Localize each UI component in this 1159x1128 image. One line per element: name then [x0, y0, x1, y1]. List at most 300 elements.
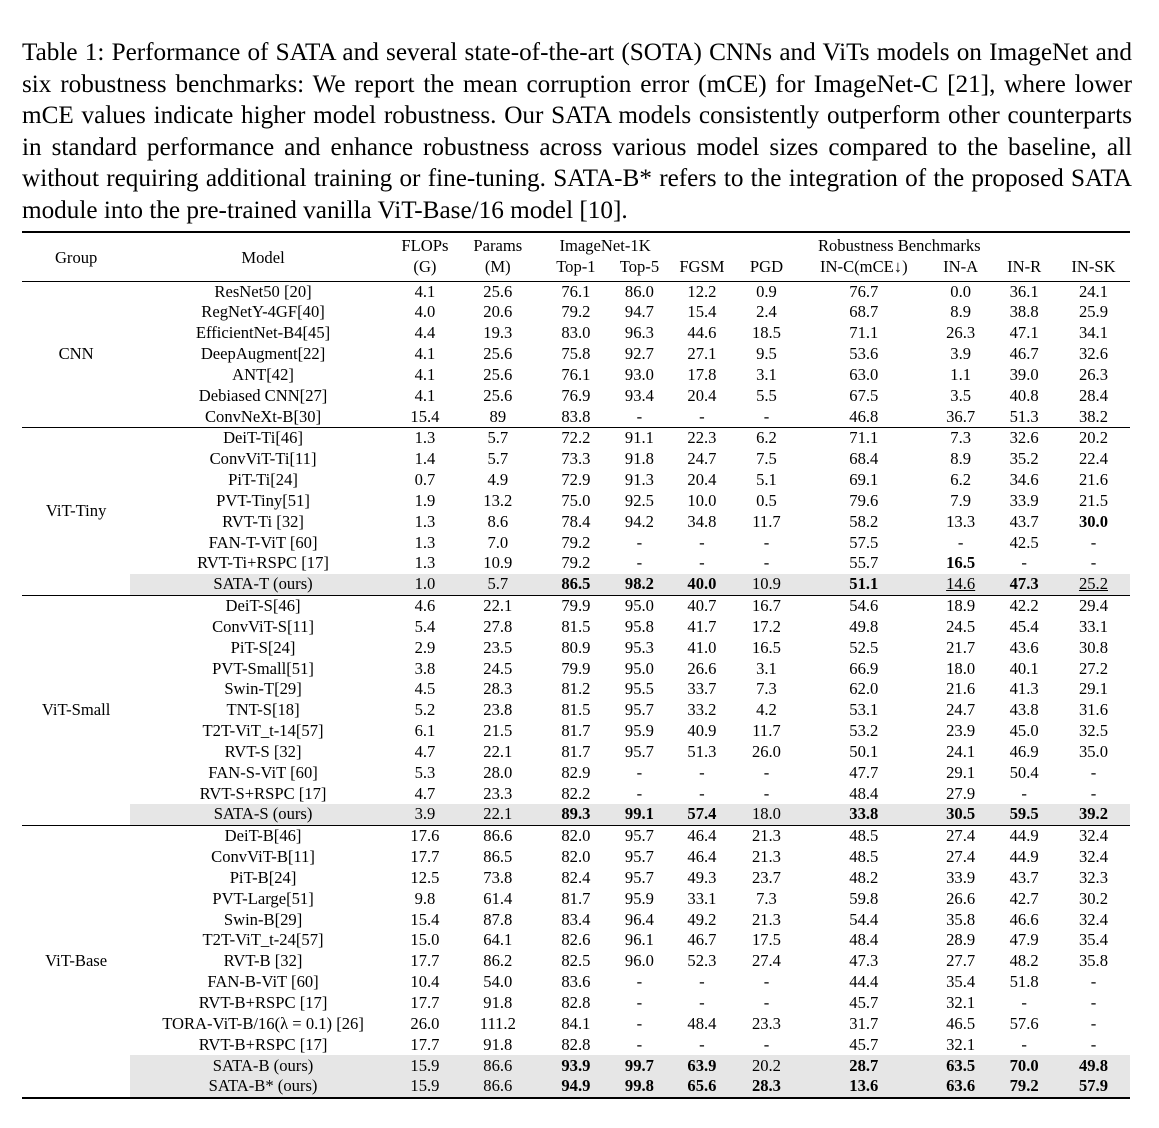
cell-flops: 4.1: [396, 281, 454, 302]
cell-inr: -: [1021, 992, 1027, 1012]
cell-insk: 21.6: [1078, 470, 1108, 490]
cell-ina: 32.1: [946, 1034, 976, 1054]
cell-inc: 47.7: [849, 762, 879, 782]
cell-insk: 32.6: [1078, 344, 1108, 364]
cell-params: 73.8: [483, 867, 513, 887]
cell-params: 22.1: [483, 741, 513, 761]
cell-inc: 53.2: [849, 721, 879, 741]
cell-fgsm: 17.8: [687, 364, 717, 384]
table-row: [22, 512, 1130, 533]
cell-insk: -: [1090, 532, 1097, 552]
cell-params: 22.1: [454, 804, 541, 825]
cell-fgsm: 40.0: [669, 574, 736, 595]
cell-params: 27.8: [483, 616, 513, 636]
cell-fgsm: 33.1: [687, 888, 717, 908]
cell-params: 86.6: [454, 826, 541, 847]
cell-pgd: 11.7: [752, 721, 781, 741]
cell-fgsm: 26.6: [687, 658, 717, 678]
cell-params: 111.2: [479, 1013, 516, 1033]
cell-inr: 42.2: [991, 596, 1057, 617]
cell-ina: 36.7: [946, 406, 976, 426]
cell-fgsm: 40.9: [687, 721, 717, 741]
cell-ina: 27.4: [930, 826, 991, 847]
cell-top1: 86.5: [542, 574, 611, 595]
cell-inr: 42.7: [1009, 888, 1039, 908]
model-name: FAN-S-ViT [60]: [208, 762, 318, 782]
cell-flops: 4.4: [414, 323, 436, 343]
cell-ina: 0.0: [930, 281, 991, 302]
cell-inr: 45.0: [1009, 721, 1039, 741]
cell-pgd: 11.7: [752, 511, 781, 531]
table-row: [22, 742, 1130, 763]
cell-pgd: 16.7: [735, 596, 797, 617]
cell-params: 25.6: [454, 281, 541, 302]
cell-inr: 46.6: [1009, 909, 1039, 929]
cell-inr: -: [1021, 553, 1027, 573]
cell-fgsm: 20.4: [687, 385, 717, 405]
cell-flops: 17.6: [396, 826, 454, 847]
cell-flops: 2.9: [414, 637, 436, 657]
cell-ina: -: [957, 532, 964, 552]
cell-fgsm: 41.0: [687, 637, 717, 657]
cell-top1: 83.6: [561, 972, 591, 992]
header-ina: IN-A: [943, 256, 979, 276]
cell-pgd: 3.1: [756, 658, 777, 678]
cell-insk: 32.5: [1078, 721, 1108, 741]
header-pgd: PGD: [749, 256, 784, 276]
table-row: [22, 1014, 1130, 1035]
cell-top5: 93.0: [624, 364, 654, 384]
cell-ina: 63.6: [930, 1076, 991, 1098]
cell-top5: -: [636, 992, 643, 1012]
table-body: [22, 281, 1130, 1098]
cell-params: 25.6: [483, 364, 513, 384]
cell-flops: 4.1: [414, 364, 436, 384]
cell-params: 5.7: [487, 449, 509, 469]
cell-ina: 24.5: [946, 616, 976, 636]
cell-insk: 30.2: [1078, 888, 1108, 908]
cell-top5: -: [636, 783, 643, 803]
cell-inr: 40.1: [1009, 658, 1039, 678]
cell-top1: 82.4: [561, 867, 591, 887]
cell-top1: 82.2: [561, 783, 591, 803]
cell-insk: 29.1: [1078, 679, 1108, 699]
cell-fgsm: -: [699, 532, 705, 552]
cell-pgd: 23.7: [751, 867, 781, 887]
group-label: CNN: [22, 281, 130, 428]
cell-insk: 20.2: [1057, 428, 1130, 449]
cell-inr: 32.6: [991, 428, 1057, 449]
cell-fgsm: -: [699, 783, 705, 803]
cell-flops: 26.0: [410, 1013, 440, 1033]
cell-params: 89: [489, 406, 507, 426]
cell-fgsm: 48.4: [687, 1013, 717, 1033]
cell-inc: 49.8: [849, 616, 879, 636]
cell-top1: 75.8: [561, 344, 591, 364]
cell-pgd: 7.5: [756, 449, 777, 469]
header-params: Params: [454, 232, 541, 257]
cell-params: 13.2: [483, 490, 513, 510]
cell-params: 8.6: [487, 511, 509, 531]
cell-params: 23.5: [483, 637, 513, 657]
cell-flops: 17.7: [410, 847, 440, 867]
cell-insk: -: [1090, 1034, 1097, 1054]
cell-fgsm: -: [699, 762, 705, 782]
cell-ina: 7.9: [950, 490, 972, 510]
cell-fgsm: -: [699, 1034, 705, 1054]
cell-top1: 93.9: [542, 1055, 611, 1076]
cell-insk: 28.4: [1078, 385, 1108, 405]
cell-pgd: -: [763, 1034, 770, 1054]
cell-inr: 47.9: [1009, 930, 1039, 950]
table-row: [22, 700, 1130, 721]
cell-ina: 13.3: [946, 511, 976, 531]
cell-inc: 45.7: [849, 992, 879, 1012]
cell-params: 61.4: [483, 888, 513, 908]
cell-flops: 3.9: [396, 804, 454, 825]
cell-inc: 54.6: [798, 596, 930, 617]
cell-flops: 4.5: [414, 679, 436, 699]
cell-params: 91.8: [483, 992, 513, 1012]
cell-ina: 7.3: [930, 428, 991, 449]
cell-top5: 95.3: [624, 637, 654, 657]
cell-params: 28.0: [483, 762, 513, 782]
cell-flops: 10.4: [410, 972, 440, 992]
cell-pgd: 17.5: [751, 930, 781, 950]
cell-top1: 82.8: [561, 992, 591, 1012]
cell-top1: 82.0: [561, 847, 591, 867]
cell-inc: 67.5: [849, 385, 879, 405]
cell-params: 24.5: [483, 658, 513, 678]
cell-pgd: 3.1: [756, 364, 777, 384]
cell-params: 10.9: [483, 553, 513, 573]
cell-ina: 3.5: [950, 385, 972, 405]
cell-inr: 48.2: [1009, 951, 1039, 971]
cell-fgsm: 33.2: [687, 700, 717, 720]
table-row: [22, 910, 1130, 931]
cell-flops: 1.4: [414, 449, 436, 469]
cell-ina: 24.1: [946, 741, 976, 761]
cell-top5: 95.8: [624, 616, 654, 636]
cell-insk: 30.8: [1078, 637, 1108, 657]
cell-ina: 8.9: [950, 302, 972, 322]
cell-fgsm: 34.8: [687, 511, 717, 531]
cell-flops: 15.9: [396, 1076, 454, 1098]
cell-fgsm: 33.7: [687, 679, 717, 699]
group-label: ViT-Base: [22, 826, 130, 1098]
cell-ina: 21.7: [946, 637, 976, 657]
cell-top5: 91.8: [624, 449, 654, 469]
table-row-ours: [22, 804, 1130, 825]
cell-top1: 82.9: [561, 762, 591, 782]
table-row: [22, 826, 1130, 847]
header-insk: IN-SK: [1071, 256, 1116, 276]
cell-inc: 48.2: [849, 867, 879, 887]
cell-ina: 27.4: [946, 847, 976, 867]
cell-params: 86.6: [454, 1076, 541, 1098]
cell-insk: 32.4: [1078, 847, 1108, 867]
cell-inc: 31.7: [849, 1013, 879, 1033]
model-name: ConvViT-Ti[11]: [209, 449, 317, 469]
model-name: DeiT-Ti[46]: [130, 428, 396, 449]
cell-pgd: -: [763, 992, 770, 1012]
cell-ina: 21.6: [946, 679, 976, 699]
cell-ina: 27.9: [946, 783, 976, 803]
cell-inc: 28.7: [798, 1055, 930, 1076]
cell-pgd: -: [763, 972, 770, 992]
header-flops-unit: (G): [413, 256, 437, 276]
cell-top5: 99.7: [610, 1055, 668, 1076]
cell-flops: 15.4: [410, 406, 440, 426]
model-name: ConvViT-S[11]: [212, 616, 315, 636]
cell-top1: 76.9: [561, 385, 591, 405]
model-name: DeepAugment[22]: [200, 344, 326, 364]
model-name: PVT-Large[51]: [212, 888, 314, 908]
cell-params: 7.0: [487, 532, 509, 552]
model-name: DeiT-S[46]: [130, 596, 396, 617]
cell-pgd: 18.0: [735, 804, 797, 825]
cell-top5: 91.1: [610, 428, 668, 449]
table-row: [22, 533, 1130, 554]
table-row: [22, 365, 1130, 386]
cell-fgsm: 51.3: [687, 741, 717, 761]
cell-top1: 78.4: [561, 511, 591, 531]
model-name: PiT-S[24]: [230, 637, 296, 657]
cell-inr: 50.4: [1009, 762, 1039, 782]
cell-flops: 4.1: [414, 344, 436, 364]
cell-ina: 8.9: [950, 449, 972, 469]
cell-inc: 55.7: [849, 553, 879, 573]
model-name: T2T-ViT_t-24[57]: [202, 930, 324, 950]
cell-top1: 81.7: [561, 741, 591, 761]
cell-top5: 96.3: [624, 323, 654, 343]
table-caption: Table 1: Performance of SATA and several state-of-the-art (SOTA) CNNs and ViTs models on ImageNet and six robustness benchmarks: We report the mean corruption error (mCE) for ImageNet-C [21], where lower mCE values indicate higher model robustness. Our SATA models consistently outperform other counterparts in standard performance and enhance robustness across various model sizes compared to the baseline, all without requiring additional training or fine-tuning. SATA-B* refers to the integration of the proposed SATA module into the pre-trained vanilla ViT-Base/16 model [10].: [22, 39, 1132, 224]
cell-top1: 72.2: [542, 428, 611, 449]
model-name: PiT-Ti[24]: [228, 470, 298, 490]
cell-flops: 12.5: [410, 867, 440, 887]
cell-flops: 5.4: [414, 616, 436, 636]
cell-flops: 1.9: [414, 490, 436, 510]
cell-pgd: 0.5: [756, 490, 777, 510]
cell-inc: 48.4: [849, 930, 879, 950]
cell-flops: 5.3: [414, 762, 436, 782]
cell-fgsm: 52.3: [687, 951, 717, 971]
cell-flops: 1.0: [396, 574, 454, 595]
table-row: [22, 679, 1130, 700]
cell-pgd: 20.2: [735, 1055, 797, 1076]
cell-fgsm: 57.4: [669, 804, 736, 825]
cell-top5: -: [636, 972, 643, 992]
header-flops: FLOPs: [396, 232, 454, 257]
cell-fgsm: 12.2: [669, 281, 736, 302]
cell-params: 21.5: [483, 721, 513, 741]
group-label: ViT-Tiny: [22, 428, 130, 596]
cell-params: 22.1: [454, 596, 541, 617]
cell-inr: 51.3: [1009, 406, 1039, 426]
cell-ina: 14.6: [930, 574, 991, 595]
cell-ina: 3.9: [950, 344, 972, 364]
cell-inc: 54.4: [849, 909, 879, 929]
table-row: [22, 302, 1130, 323]
header-group: Group: [22, 232, 130, 281]
cell-ina: 35.8: [946, 909, 976, 929]
cell-params: 91.8: [483, 1034, 513, 1054]
cell-top5: 95.9: [624, 888, 654, 908]
cell-insk: 35.4: [1078, 930, 1108, 950]
cell-params: 23.3: [483, 783, 513, 803]
cell-inc: 69.1: [849, 470, 879, 490]
cell-insk: 31.6: [1078, 700, 1108, 720]
cell-pgd: 5.1: [756, 470, 777, 490]
cell-insk: 39.2: [1057, 804, 1130, 825]
cell-pgd: 10.9: [735, 574, 797, 595]
cell-inc: 48.5: [849, 847, 879, 867]
cell-inr: 36.1: [991, 281, 1057, 302]
cell-pgd: 21.3: [751, 847, 781, 867]
model-name: RVT-Ti+RSPC [17]: [197, 553, 329, 573]
cell-ina: 28.9: [946, 930, 976, 950]
cell-flops: 4.1: [414, 385, 436, 405]
cell-inc: 79.6: [849, 490, 879, 510]
cell-params: 54.0: [483, 972, 513, 992]
cell-inr: 39.0: [1009, 364, 1039, 384]
header-top5: Top-5: [619, 256, 660, 276]
table-row: [22, 784, 1130, 805]
cell-inr: 44.9: [991, 826, 1057, 847]
cell-inr: 43.7: [1009, 511, 1039, 531]
cell-insk: 27.2: [1078, 658, 1108, 678]
cell-fgsm: 44.6: [687, 323, 717, 343]
cell-inc: 53.1: [849, 700, 879, 720]
cell-top1: 79.2: [561, 302, 591, 322]
model-name: RVT-S+RSPC [17]: [199, 783, 327, 803]
table-row: [22, 407, 1130, 428]
cell-fgsm: 46.7: [687, 930, 717, 950]
cell-pgd: 0.9: [735, 281, 797, 302]
cell-pgd: 6.2: [735, 428, 797, 449]
cell-ina: 26.3: [946, 323, 976, 343]
cell-top1: 82.5: [561, 951, 591, 971]
model-name: Swin-B[29]: [223, 909, 303, 929]
cell-pgd: -: [763, 406, 770, 426]
model-name: PVT-Tiny[51]: [216, 490, 310, 510]
header-inc: IN-C(mCE↓): [820, 256, 908, 276]
model-name: RVT-B+RSPC [17]: [198, 992, 328, 1012]
cell-inc: 71.1: [849, 323, 879, 343]
header-params-unit: (M): [484, 256, 511, 276]
cell-ina: 24.7: [946, 700, 976, 720]
cell-pgd: 4.2: [756, 700, 777, 720]
model-name: RVT-B [32]: [223, 951, 303, 971]
results-table: [22, 231, 1130, 1099]
cell-top5: -: [636, 1013, 643, 1033]
table-row: [22, 889, 1130, 910]
cell-inc: 58.2: [849, 511, 879, 531]
model-name: TORA-ViT-B/16(λ = 0.1) [26]: [162, 1013, 364, 1033]
cell-ina: 18.0: [946, 658, 976, 678]
cell-top5: 99.8: [610, 1076, 668, 1098]
table-row: [22, 659, 1130, 680]
model-name: Debiased CNN[27]: [198, 385, 328, 405]
model-name: Swin-T[29]: [224, 679, 302, 699]
cell-inr: 47.1: [1009, 323, 1039, 343]
cell-flops: 3.8: [414, 658, 436, 678]
table-row: [22, 617, 1130, 638]
cell-inc: 46.8: [849, 406, 879, 426]
cell-inr: 70.0: [991, 1055, 1057, 1076]
table-row: [22, 553, 1130, 574]
model-name: PiT-B[24]: [229, 867, 297, 887]
cell-inr: 47.3: [991, 574, 1057, 595]
cell-top5: 95.7: [624, 847, 654, 867]
cell-pgd: 27.4: [751, 951, 781, 971]
cell-top5: 95.7: [624, 700, 654, 720]
cell-top1: 83.4: [561, 909, 591, 929]
cell-inc: 62.0: [849, 679, 879, 699]
cell-ina: 46.5: [946, 1013, 976, 1033]
cell-inr: -: [1021, 783, 1027, 803]
cell-inc: 66.9: [849, 658, 879, 678]
cell-flops: 6.1: [414, 721, 436, 741]
cell-top5: 86.0: [610, 281, 668, 302]
cell-ina: 6.2: [950, 470, 972, 490]
model-name: DeiT-B[46]: [130, 826, 396, 847]
cell-inc: 53.6: [849, 344, 879, 364]
cell-top1: 79.2: [561, 553, 591, 573]
cell-ina: 30.5: [930, 804, 991, 825]
cell-top1: 80.9: [561, 637, 591, 657]
table-row: [22, 428, 1130, 449]
cell-fgsm: 49.3: [687, 867, 717, 887]
model-name: EfficientNet-B4[45]: [195, 323, 331, 343]
cell-inr: 57.6: [1009, 1013, 1039, 1033]
cell-inr: 59.5: [991, 804, 1057, 825]
cell-flops: 1.3: [396, 428, 454, 449]
cell-top1: 81.5: [561, 616, 591, 636]
cell-insk: 32.4: [1057, 826, 1130, 847]
model-name: FAN-T-ViT [60]: [208, 532, 318, 552]
cell-insk: 30.0: [1078, 511, 1108, 531]
cell-ina: 63.5: [930, 1055, 991, 1076]
cell-top5: -: [636, 532, 643, 552]
cell-ina: 26.6: [946, 888, 976, 908]
cell-inr: 33.9: [1009, 490, 1039, 510]
cell-inr: 42.5: [1009, 532, 1039, 552]
header-fgsm: FGSM: [679, 256, 725, 276]
cell-fgsm: 63.9: [669, 1055, 736, 1076]
cell-insk: -: [1090, 783, 1097, 803]
cell-top1: 76.1: [542, 281, 611, 302]
cell-top5: 93.4: [624, 385, 654, 405]
cell-top5: -: [636, 553, 643, 573]
cell-params: 25.6: [483, 385, 513, 405]
cell-flops: 4.7: [414, 783, 436, 803]
cell-top1: 84.1: [561, 1013, 591, 1033]
cell-top1: 72.9: [561, 470, 591, 490]
cell-top5: 94.2: [624, 511, 654, 531]
cell-ina: 1.1: [950, 364, 972, 384]
cell-pgd: 5.5: [756, 385, 777, 405]
cell-fgsm: 49.2: [687, 909, 717, 929]
cell-flops: 1.3: [414, 511, 436, 531]
cell-params: 86.2: [483, 951, 513, 971]
cell-flops: 1.3: [414, 553, 436, 573]
cell-pgd: 23.3: [751, 1013, 781, 1033]
cell-flops: 17.7: [410, 992, 440, 1012]
cell-flops: 4.6: [396, 596, 454, 617]
cell-pgd: -: [763, 783, 770, 803]
cell-insk: 25.9: [1078, 302, 1108, 322]
